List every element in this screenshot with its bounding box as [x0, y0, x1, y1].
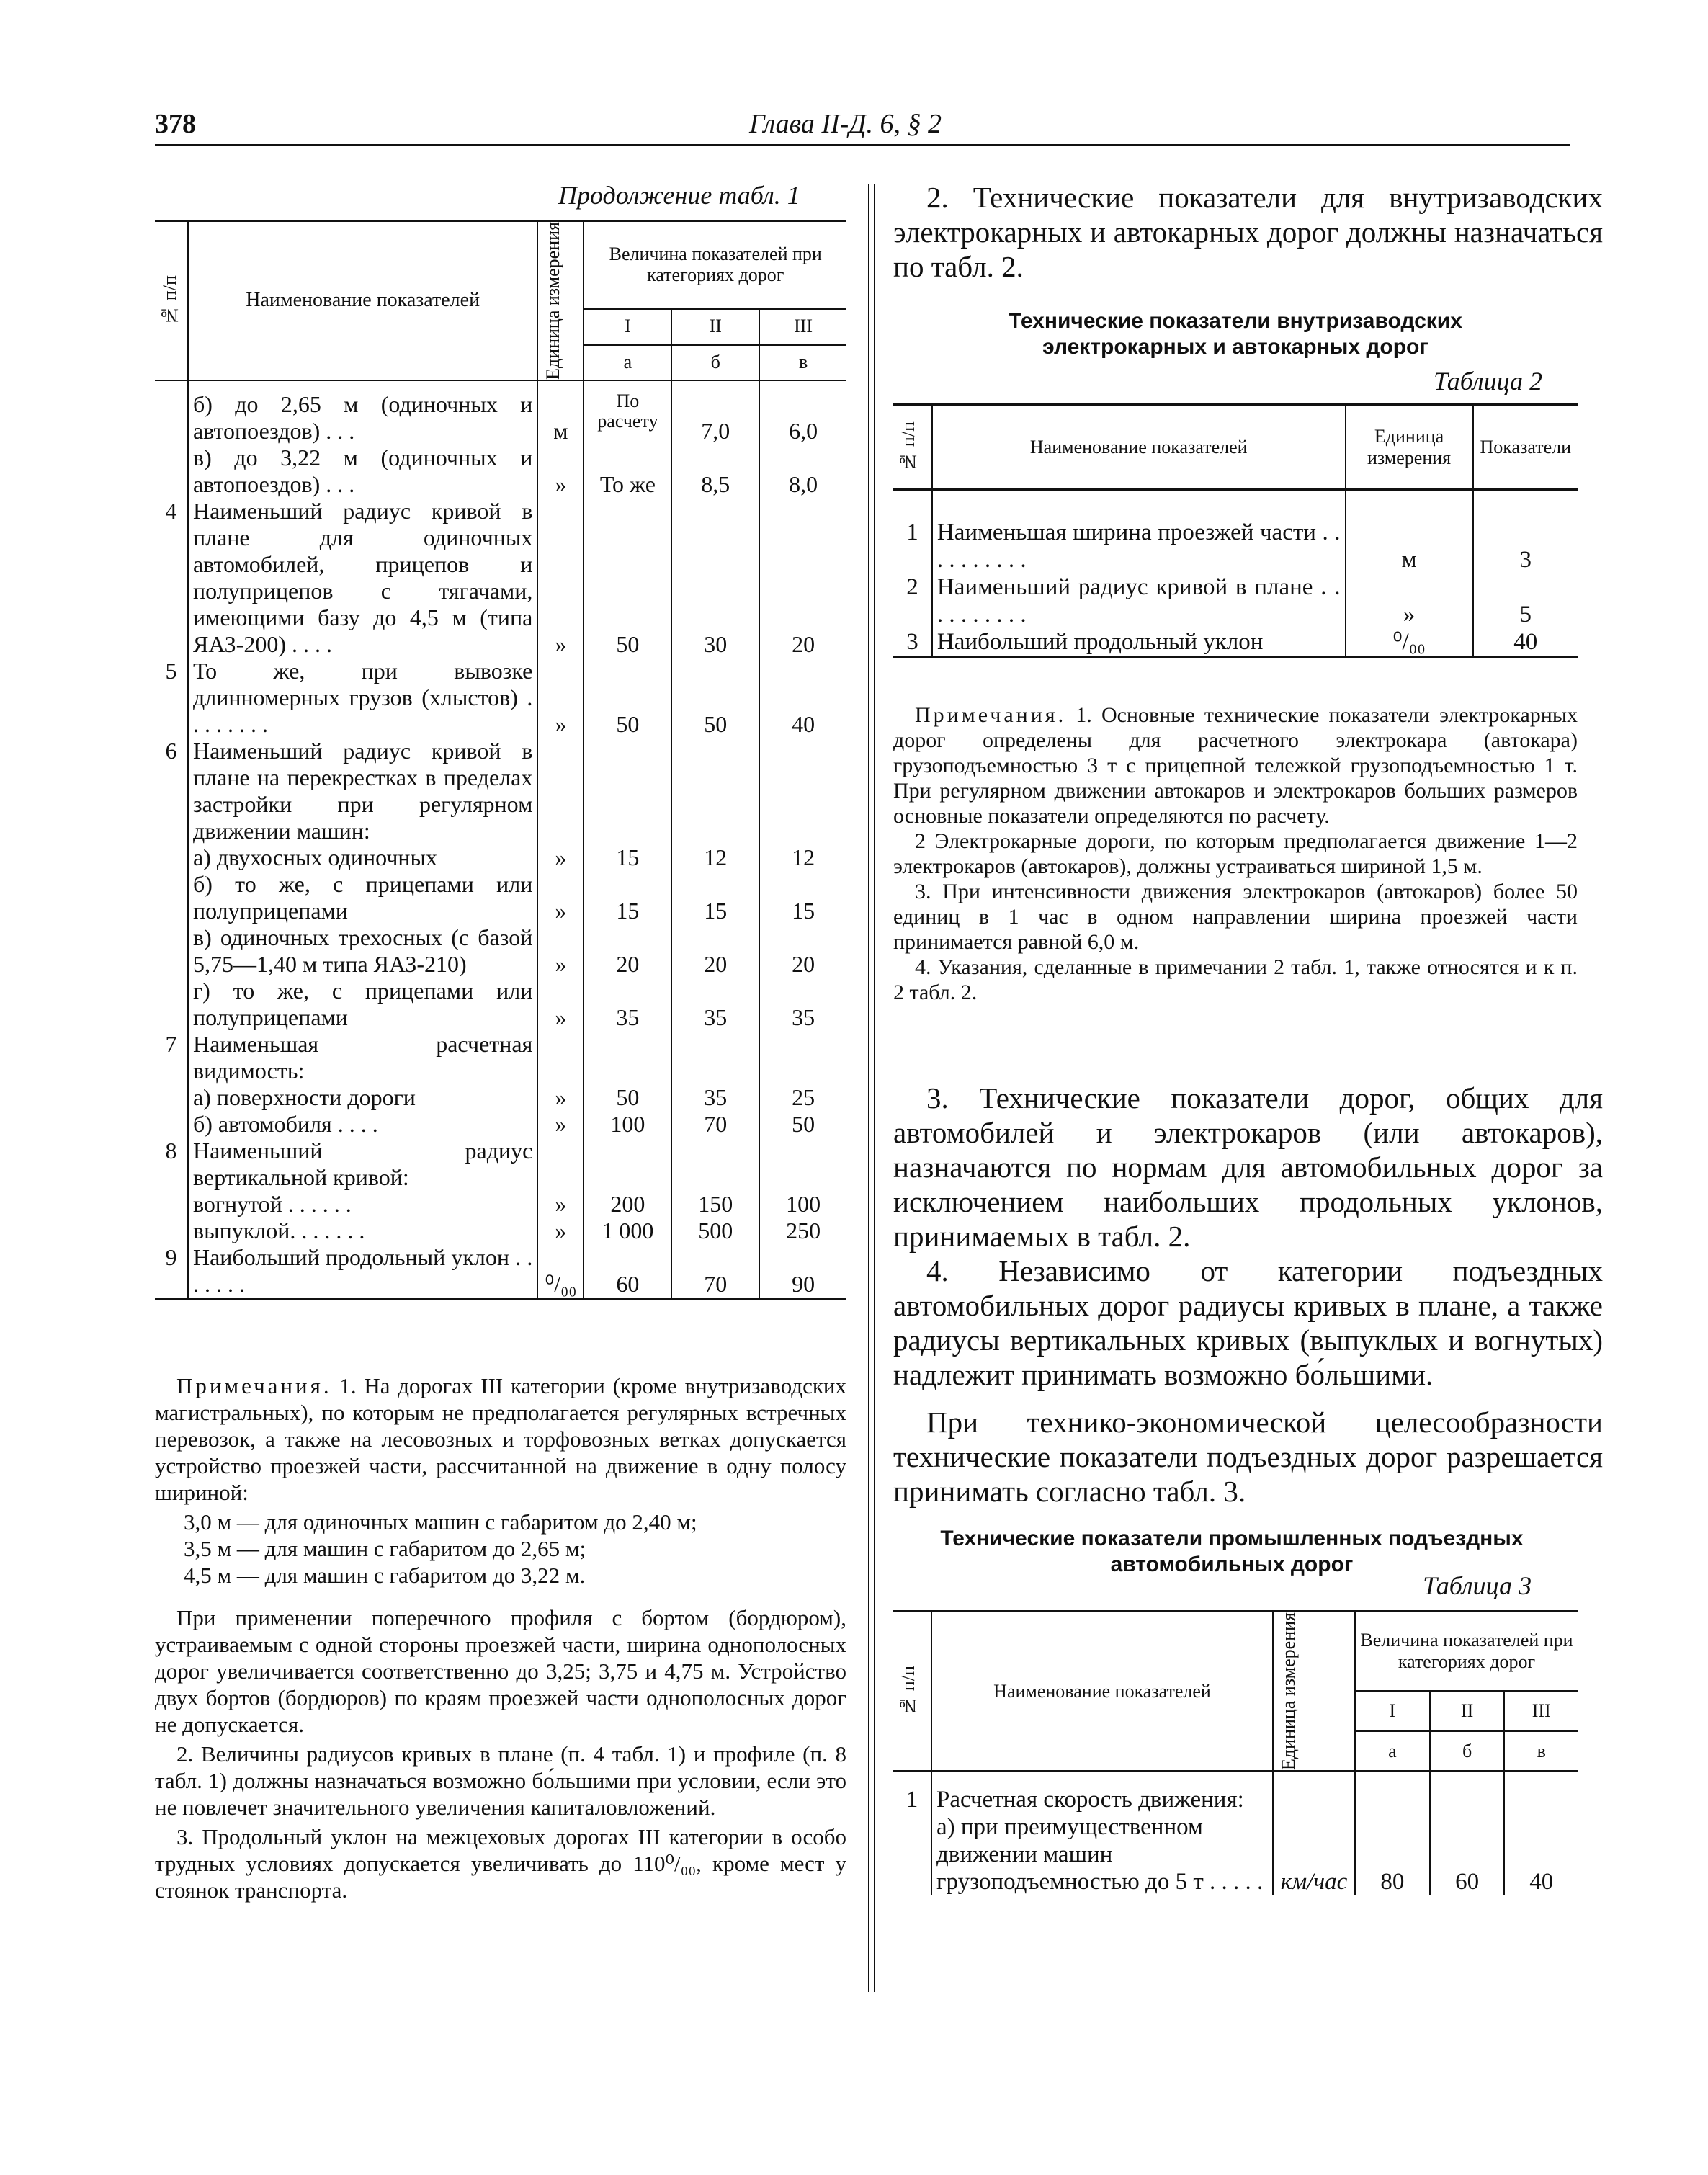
row-number: [155, 380, 188, 445]
t3-cat-1: I: [1355, 1691, 1430, 1730]
notes2-item-3: 3. При интенсивности движения электрокаров (автокаров) более 50 единиц в 1 час в одном направлении ширина проезжей части принимается равной 6,0 м.: [893, 880, 1578, 954]
row-number: 4: [155, 498, 188, 658]
table-1-continuation: [155, 220, 846, 1300]
row-value-1: 100: [584, 1111, 671, 1138]
t2-col-num: № п/п: [893, 405, 932, 490]
row-number: [155, 978, 188, 1031]
t2-body: [893, 490, 1578, 657]
row-value-2: [671, 1138, 759, 1191]
note-3: 3. Продольный уклон на межцеховых дорогах III категории в особо трудных условиях допускается увеличивать до 110⁰/₀₀, кроме мест у стоянок транспорта.: [155, 1824, 846, 1903]
row-unit: ⁰/₀₀: [1346, 628, 1473, 657]
row-value-3: 35: [759, 978, 846, 1031]
t3-cat-3: III: [1504, 1691, 1578, 1730]
row-name: выпуклой. . . . . . .: [188, 1218, 537, 1244]
row-value-1: 50: [584, 658, 671, 738]
row-value-1: 1 000: [584, 1218, 671, 1244]
table-row: [893, 519, 1578, 573]
row-value-1: 20: [584, 924, 671, 978]
t1-col-name: Наименование показателей: [188, 221, 537, 380]
table-2-caption: Технические показатели внутризаводских электрокарных и автокарных дорог: [1009, 309, 1462, 359]
row-unit: »: [1346, 573, 1473, 628]
row-value-2: 8,5: [671, 445, 759, 498]
row-name: а) при преимущественном движении машин грузоподъемностью до 5 т . . . . .: [931, 1813, 1273, 1895]
row-unit: »: [537, 978, 584, 1031]
row-name: б) до 2,65 м (одиночных и автопоездов) . . .: [188, 380, 537, 445]
table-row: [893, 1813, 1578, 1895]
table-row: [155, 380, 846, 445]
row-value: 5: [1473, 573, 1578, 628]
row-name: Наименьший радиус кривой в плане на перекрестках в пределах застройки при регулярном движении машин:: [188, 738, 537, 844]
row-number: 5: [155, 658, 188, 738]
t1-col-num: № п/п: [155, 221, 188, 380]
t3-cat-2: II: [1430, 1691, 1505, 1730]
table-row: [155, 1084, 846, 1111]
page-number: 378: [155, 109, 196, 139]
row-number: 7: [155, 1031, 188, 1084]
t1-cat-b: б: [671, 344, 759, 380]
table-2: [893, 403, 1578, 658]
note-1-continuation: При применении поперечного профиля с бортом (бордюром), устраиваемым с одной стороны проезжей части, ширина однополосных дорог увеличивается соответственно до 3,25; 3,75 и 4,75 м. Устройство двух бортов (бордюров) по краям проезжей части однополосных дорог не допускается.: [155, 1605, 846, 1737]
table-2-notes: [893, 702, 1578, 1005]
notes2-title: Примечания.: [915, 703, 1067, 727]
table-row: [155, 498, 846, 658]
row-unit: км/час: [1273, 1813, 1355, 1895]
t1-col-group: Величина показателей при категориях дорог: [584, 221, 846, 309]
row-value-3: 50: [759, 1111, 846, 1138]
row-number: 8: [155, 1138, 188, 1191]
table-1-notes: [155, 1372, 846, 1906]
t1-cat-1: I: [584, 308, 671, 344]
row-number: 2: [893, 573, 932, 628]
row-value-3: 90: [759, 1244, 846, 1299]
row-number: [155, 844, 188, 871]
table-row: [155, 978, 846, 1031]
notes2-item-2: 2 Электрокарные дороги, по которым предполагается движение 1—2 электрокаров (автокаров), должны устраиваться шириной 1,5 м.: [893, 829, 1578, 878]
row-value-1: 15: [584, 871, 671, 924]
row-name: в) одиночных трехосных (с базой 5,75—1,40 м типа ЯАЗ-210): [188, 924, 537, 978]
row-unit: »: [537, 924, 584, 978]
paragraph-4: 4. Независимо от категории подъездных автомобильных дорог радиусы кривых в плане, а также радиусы вертикальных кривых (выпуклых и вогнутых) надлежит принимать возможно бо́льшими.: [893, 1254, 1603, 1391]
table-row: [893, 573, 1578, 628]
row-value-3: 40: [1504, 1813, 1578, 1895]
row-value-2: 20: [671, 924, 759, 978]
row-number: [155, 1111, 188, 1138]
notes2-item-1: 1. Основные технические показатели электрокарных дорог определены для расчетного электрокара (автокара) грузоподъемностью 3 т с прицепной тележкой грузоподъемностью 1 т. При регулярном движении автокаров и электрокаров больших размеров основные показатели определяются по расчету.: [893, 703, 1578, 828]
table-2-label: Таблица 2: [1434, 367, 1543, 396]
note-1-item-1: 3,0 м — для одиночных машин с габаритом до 2,40 м;: [184, 1509, 697, 1535]
row-name: Наименьший радиус кривой в плане . . . . . . . . . .: [932, 573, 1346, 628]
row-value-2: 50: [671, 658, 759, 738]
spacer-cell: [1473, 490, 1578, 519]
row-name: Наименьшая ширина проезжей части . . . . . . . . . .: [932, 519, 1346, 573]
table-row: [155, 1244, 846, 1299]
row-value-3: 25: [759, 1084, 846, 1111]
row-value-2: 12: [671, 844, 759, 871]
row-value-1: [584, 738, 671, 844]
row-name: б) то же, с прицепами или полуприцепами: [188, 871, 537, 924]
row-name: Наибольший продольный уклон: [932, 628, 1346, 657]
row-unit: »: [537, 844, 584, 871]
row-unit: м: [537, 380, 584, 445]
row-unit: »: [537, 871, 584, 924]
table-row: [893, 1771, 1578, 1813]
t1-col-unit: Единица измерения: [537, 221, 584, 380]
t3-col-name: Наименование показателей: [931, 1612, 1273, 1771]
row-unit: ⁰/₀₀: [537, 1244, 584, 1299]
row-number: [155, 1084, 188, 1111]
row-value-1: По расчету: [584, 380, 671, 445]
row-name: а) поверхности дороги: [188, 1084, 537, 1111]
table-row: [155, 1218, 846, 1244]
table-row: [155, 871, 846, 924]
row-number: [155, 924, 188, 978]
row-number: [155, 445, 188, 498]
table-row: [155, 738, 846, 844]
row-value-1: [584, 1031, 671, 1084]
row-name: а) двухосных одиночных: [188, 844, 537, 871]
row-value-2: [671, 1031, 759, 1084]
row-value-2: 60: [1430, 1813, 1505, 1895]
row-unit: »: [537, 1191, 584, 1218]
row-value-3: 250: [759, 1218, 846, 1244]
t3-cat-a: а: [1355, 1731, 1430, 1771]
table-3-label: Таблица 3: [1423, 1571, 1532, 1600]
row-number: [155, 1218, 188, 1244]
paragraph-5: При технико-экономической целесообразности технические показатели подъездных дорог разрешается принимать согласно табл. 3.: [893, 1406, 1603, 1508]
row-value-2: [1430, 1771, 1505, 1813]
row-unit: [537, 1138, 584, 1191]
row-number: 1: [893, 519, 932, 573]
t3-body: [893, 1771, 1578, 1895]
table-3: [893, 1610, 1578, 1895]
row-name: в) до 3,22 м (одиночных и автопоездов) . . .: [188, 445, 537, 498]
row-value-2: 70: [671, 1244, 759, 1299]
table-row: [155, 924, 846, 978]
row-unit: »: [537, 658, 584, 738]
paragraphs-3-5: [893, 1081, 1603, 1509]
row-value-2: 15: [671, 871, 759, 924]
running-head: Глава II-Д. 6, § 2: [749, 109, 942, 139]
row-value-3: [759, 1138, 846, 1191]
row-unit: [1273, 1771, 1355, 1813]
row-name: Наименьшая расчетная видимость:: [188, 1031, 537, 1084]
row-unit: »: [537, 1111, 584, 1138]
notes2-item-4: 4. Указания, сделанные в примечании 2 табл. 1, также относятся и к п. 2 табл. 2.: [893, 955, 1578, 1004]
row-value-2: [671, 738, 759, 844]
note-1-item-2: 3,5 м — для машин с габаритом до 2,65 м;: [184, 1536, 586, 1561]
row-value-2: 70: [671, 1111, 759, 1138]
row-unit: »: [537, 1084, 584, 1111]
row-value-1: [1355, 1771, 1430, 1813]
row-value-1: 35: [584, 978, 671, 1031]
row-value-3: 6,0: [759, 380, 846, 445]
row-name: Наименьший радиус вертикальной кривой:: [188, 1138, 537, 1191]
row-value-3: 20: [759, 498, 846, 658]
t2-col-value: Показатели: [1473, 405, 1578, 490]
row-unit: [537, 738, 584, 844]
row-value: 40: [1473, 628, 1578, 657]
row-value-1: 50: [584, 498, 671, 658]
row-value-2: 7,0: [671, 380, 759, 445]
row-value-1: 50: [584, 1084, 671, 1111]
note-1-item-3: 4,5 м — для машин с габаритом до 3,22 м.: [184, 1563, 586, 1588]
row-value-3: 12: [759, 844, 846, 871]
spacer-cell: [1346, 490, 1473, 519]
row-unit: »: [537, 445, 584, 498]
row-number: [155, 1191, 188, 1218]
row-value-3: [1504, 1771, 1578, 1813]
row-value-2: 30: [671, 498, 759, 658]
row-name: вогнутой . . . . . .: [188, 1191, 537, 1218]
row-unit: »: [537, 498, 584, 658]
t1-cat-3: III: [759, 308, 846, 344]
row-number: 9: [155, 1244, 188, 1299]
row-name: То же, при вывозке длинномерных грузов (хлыстов) . . . . . . . .: [188, 658, 537, 738]
t3-col-unit: Единица измерения: [1273, 1612, 1355, 1771]
table-3-caption: Технические показатели промышленных подъездных автомобильных дорог: [940, 1527, 1524, 1576]
row-name: Расчетная скорость движения:: [931, 1771, 1273, 1813]
paragraph-2-text: 2. Технические показатели для внутризаводских электрокарных и автокарных дорог должны назначаться по табл. 2.: [893, 181, 1603, 283]
row-name: г) то же, с прицепами или полуприцепами: [188, 978, 537, 1031]
table-row: [155, 1138, 846, 1191]
t1-body: [155, 380, 846, 1299]
row-number: 6: [155, 738, 188, 844]
t1-cat-2: II: [671, 308, 759, 344]
row-value-3: 8,0: [759, 445, 846, 498]
table-row: [155, 658, 846, 738]
row-name: Наименьший радиус кривой в плане для одиночных автомобилей, прицепов и полуприцепов с тягачами, имеющими базу до 4,5 м (типа ЯАЗ-200) . . . .: [188, 498, 537, 658]
t1-cat-c: в: [759, 344, 846, 380]
column-divider-inner: [874, 184, 875, 1992]
paragraph-2: [893, 180, 1603, 284]
row-value-2: 500: [671, 1218, 759, 1244]
row-unit: [537, 1031, 584, 1084]
table-row: [893, 628, 1578, 657]
row-value-3: 20: [759, 924, 846, 978]
paragraph-3: 3. Технические показатели дорог, общих для автомобилей и электрокаров (или автокаров), назначаются по нормам для автомобильных дорог за исключением наибольших продольных уклонов, принимаемых в табл. 2.: [893, 1081, 1603, 1253]
row-value-3: 15: [759, 871, 846, 924]
notes-title: Примечания.: [176, 1373, 332, 1398]
table-row: [155, 844, 846, 871]
row-value-1: То же: [584, 445, 671, 498]
row-value-1: 80: [1355, 1813, 1430, 1895]
row-value-1: 60: [584, 1244, 671, 1299]
table-row: [155, 1191, 846, 1218]
t3-col-group: Величина показателей при категориях дорог: [1355, 1612, 1578, 1692]
row-value-2: 150: [671, 1191, 759, 1218]
row-number: 3: [893, 628, 932, 657]
note-2: 2. Величины радиусов кривых в плане (п. 4 табл. 1) и профиле (п. 8 табл. 1) должны назначаться возможно бо́льшими при условии, если это не повлечет значительного увеличения капиталовложений.: [155, 1741, 846, 1820]
row-value-1: [584, 1138, 671, 1191]
row-value-3: [759, 738, 846, 844]
header-rule: [155, 144, 1570, 146]
row-value-2: 35: [671, 978, 759, 1031]
table-row: [155, 1111, 846, 1138]
table-spacer: [893, 490, 1578, 519]
column-divider: [868, 184, 869, 1992]
spacer-cell: [932, 490, 1346, 519]
spacer-cell: [893, 490, 932, 519]
row-number: [893, 1813, 931, 1895]
row-value-1: 200: [584, 1191, 671, 1218]
row-value-3: 40: [759, 658, 846, 738]
row-number: [155, 871, 188, 924]
row-name: Наибольший продольный уклон . . . . . . .: [188, 1244, 537, 1299]
row-name: б) автомобиля . . . .: [188, 1111, 537, 1138]
note-1: 1. На дорогах III категории (кроме внутризаводских магистральных), по которым не предполагается регулярных встречных перевозок, а также на лесовозных и торфовозных ветках допускается устройство проезжей части, рассчитанной на движение в одну полосу шириной:: [155, 1373, 846, 1505]
continuation-label: Продолжение табл. 1: [558, 181, 800, 210]
t2-col-name: Наименование показателей: [932, 405, 1346, 490]
row-unit: »: [537, 1218, 584, 1244]
row-value-3: [759, 1031, 846, 1084]
t3-cat-b: б: [1430, 1731, 1505, 1771]
row-value-3: 100: [759, 1191, 846, 1218]
row-unit: м: [1346, 519, 1473, 573]
t1-cat-a: а: [584, 344, 671, 380]
row-value: 3: [1473, 519, 1578, 573]
table-row: [155, 1031, 846, 1084]
row-value-2: 35: [671, 1084, 759, 1111]
row-value-1: 15: [584, 844, 671, 871]
table-row: [155, 445, 846, 498]
t2-col-unit: Единица измерения: [1346, 405, 1473, 490]
row-number: 1: [893, 1771, 931, 1813]
t3-cat-c: в: [1504, 1731, 1578, 1771]
t3-col-num: № п/п: [893, 1612, 931, 1771]
